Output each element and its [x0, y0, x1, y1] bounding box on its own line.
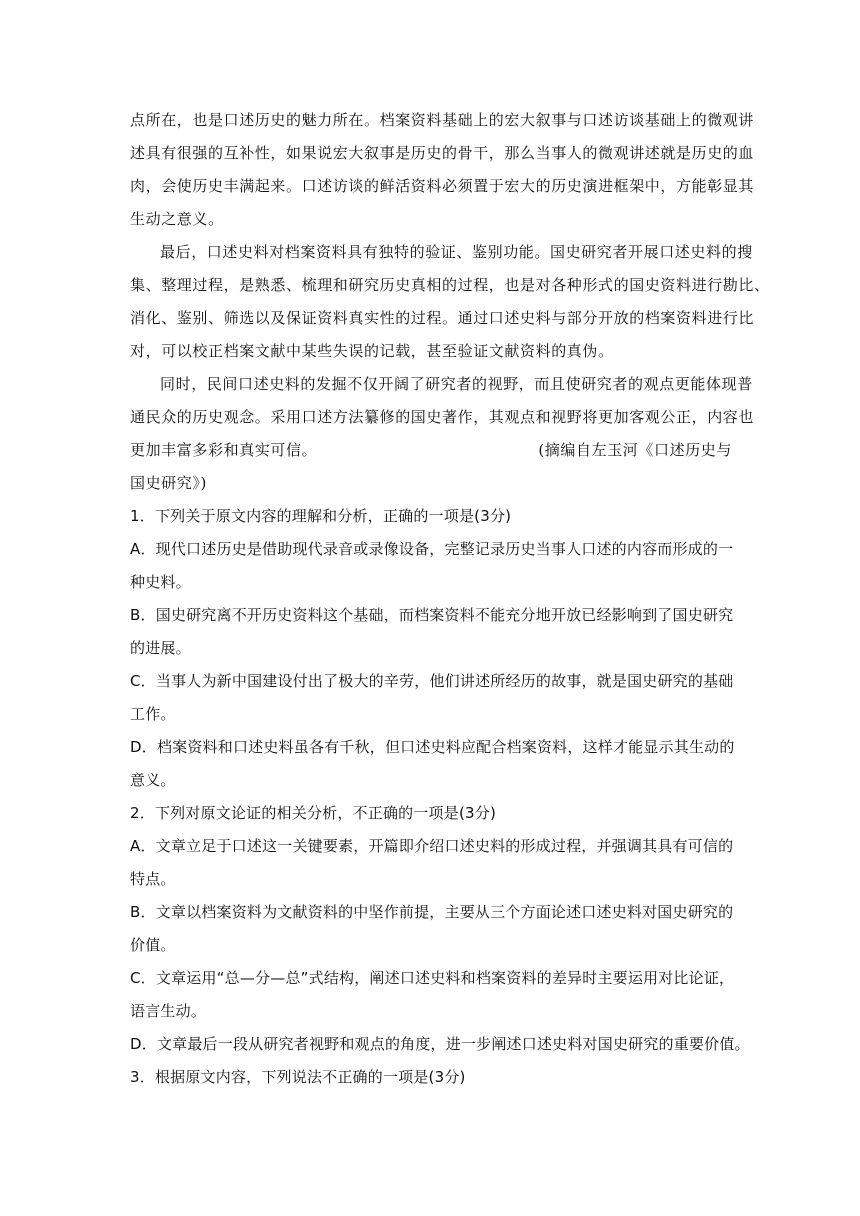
source-citation-continued: 国史研究》) [130, 474, 207, 492]
passage-paragraph-2 [130, 236, 770, 368]
option-b: B．文章以档案资料为文献资料的中坚作前提，主要从三个方面论述口述史料对国史研究的 [130, 903, 734, 921]
text-line: 更加丰富多彩和真实可信。 [130, 441, 318, 459]
text-line: 通民众的历史观念。采用口述方法纂修的国史著作，其观点和视野将更加客观公正，内容也 [130, 408, 755, 426]
option-a: A．现代口述历史是借助现代录音或录像设备，完整记录历史当事人口述的内容而形成的一 [130, 540, 734, 558]
text-line: 生动之意义。 [130, 210, 224, 228]
text-line: 消化、鉴别、筛选以及保证资料真实性的过程。通过口述史料与部分开放的档案资料进行比 [130, 309, 755, 327]
question-stem: 2．下列对原文论证的相关分析，不正确的一项是(3分) [130, 804, 496, 822]
option-b: B．国史研究离不开历史资料这个基础，而档案资料不能充分地开放已经影响到了国史研究 [130, 606, 734, 624]
option-c-continued: 工作。 [130, 705, 176, 723]
passage-paragraph-1 [130, 104, 755, 236]
source-citation: (摘编自左玉河《口述历史与 [538, 441, 732, 459]
option-a: A．文章立足于口述这一关键要素，开篇即介绍口述史料的形成过程，并强调其具有可信的 [130, 837, 734, 855]
question-stem: 3．根据原文内容，下列说法不正确的一项是(3分) [130, 1068, 466, 1086]
passage-paragraph-3 [130, 368, 755, 500]
option-d-continued: 意义。 [130, 771, 176, 789]
option-c-continued: 语言生动。 [130, 1002, 207, 1020]
question-3 [130, 1061, 732, 1094]
text-line: 最后，口述史料对档案资料具有独特的验证、鉴别功能。国史研究者开展口述史料的搜 [160, 243, 753, 261]
option-b-continued: 的进展。 [130, 639, 191, 657]
text-line: 同时，民间口述史料的发掘不仅开阔了研究者的视野，而且使研究者的观点更能体现普 [160, 375, 753, 393]
question-stem: 1．下列关于原文内容的理解和分析，正确的一项是(3分) [130, 507, 512, 525]
document-page [130, 104, 770, 1094]
question-2 [130, 797, 750, 1061]
option-c: C．当事人为新中国建设付出了极大的辛劳，他们讲述所经历的故事，就是国史研究的基础 [130, 672, 734, 690]
text-line: 述具有很强的互补性，如果说宏大叙事是历史的骨干，那么当事人的微观讲述就是历史的血 [130, 144, 755, 162]
option-d: D．文章最后一段从研究者视野和观点的角度，进一步阐述口述史料对国史研究的重要价值。 [130, 1035, 750, 1053]
option-a-continued: 特点。 [130, 870, 176, 888]
option-d: D．档案资料和口述史料虽各有千秋，但口述史料应配合档案资料，这样才能显示其生动的 [130, 738, 735, 756]
option-a-continued: 种史料。 [130, 573, 191, 591]
text-line: 对，可以校正档案文献中某些失误的记载，甚至验证文献资料的真伪。 [130, 342, 614, 360]
question-1 [130, 500, 735, 797]
text-line-with-source [130, 434, 732, 467]
option-b-continued: 价值。 [130, 936, 176, 954]
option-c: C．文章运用“总—分—总”式结构，阐述口述史料和档案资料的差异时主要运用对比论证， [130, 969, 735, 987]
text-line: 点所在，也是口述历史的魅力所在。档案资料基础上的宏大叙事与口述访谈基础上的微观讲 [130, 111, 755, 129]
text-line: 肉，会使历史丰满起来。口述访谈的鲜活资料必须置于宏大的历史演进框架中，方能彰显其 [130, 177, 755, 195]
text-line: 集、整理过程，是熟悉、梳理和研究历史真相的过程，也是对各种形式的国史资料进行勘比、 [130, 276, 770, 294]
